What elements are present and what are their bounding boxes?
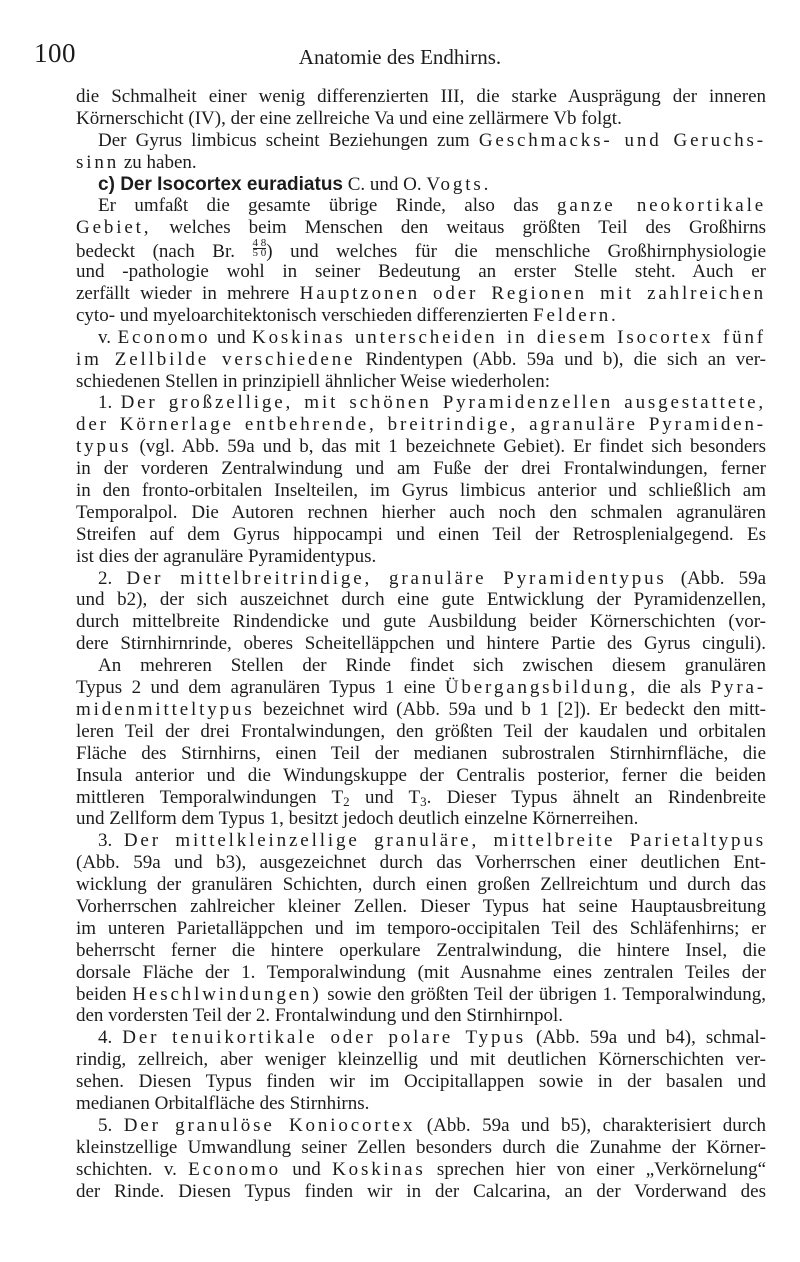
- text-line: 3. Der mittelkleinzellige granuläre, mittelbreite Parietaltypus: [98, 830, 766, 852]
- text-line: 4. Der tenuikortikale oder polare Typus (Abb. 59a und b4), schmal-: [98, 1027, 766, 1049]
- text-line: 2. Der mittelbreitrindige, granuläre Pyramidentypus (Abb. 59a: [98, 567, 767, 589]
- text-line: midenmitteltypus bezeichnet wird (Abb. 59a und b 1 [2]). Er bedeckt den mitt-: [76, 698, 766, 720]
- text-line: medianen Orbitalfläche des Stirnhirns.: [76, 1092, 370, 1114]
- text-line: und -pathologie wohl in seiner Bedeutung an erster Stelle steht. Auch er: [76, 261, 766, 283]
- text-line: typus (vgl. Abb. 59a und b, das mit 1 bezeichnete Gebiet). Er findet sich besonders: [76, 436, 766, 458]
- text-line: 1. Der großzellige, mit schönen Pyramidenzellen ausgestattete,: [98, 392, 767, 414]
- text-line: schiedenen Stellen in prinzipiell ähnlicher Weise wiederholen:: [76, 370, 551, 392]
- body-text: [76, 86, 766, 1202]
- text-line: Vorherrschen zahlreicher kleiner Zellen. Dieser Typus hat seine Hauptausbreitung: [76, 895, 766, 917]
- text-line: wicklung der granulären Schichten, durch einen großen Zellreichtum und durch das: [76, 874, 766, 896]
- text-line: die Schmalheit einer wenig differenzierten III, die starke Ausprägung der inneren: [76, 86, 766, 107]
- text-line: bedeckt (nach Br. $\frac{4 8}{5 0}$ ) und welches für die menschliche Großhirnphysiologie: [76, 237, 766, 263]
- text-line: dorsale Fläche der 1. Temporalwindung (mit Ausnahme eines zentralen Teiles der: [76, 961, 766, 983]
- text-line: durch mittelbreite Rindendicke und gute Ausbildung beider Körnerschichten (vor-: [76, 611, 766, 633]
- text-line: schichten. v. Economo und Koskinas sprechen hier von einer „Verkörnelung“: [76, 1158, 767, 1180]
- text-line: Streifen auf dem Gyrus hippocampi und einen Teil der Retrosplenialgegend. Es: [76, 523, 766, 545]
- text-line: beiden Heschlwindungen) sowie den größten Teil der übrigen 1. Temporalwindung,: [76, 983, 766, 1005]
- text-line: der Körnerlage entbehrende, breitrindige, agranuläre Pyramiden-: [76, 414, 766, 436]
- fraction: $\frac{4 8}{5 0}$: [252, 237, 267, 260]
- text-line: der Rinde. Diesen Typus finden wir in der Calcarina, an der Vorderwand des: [76, 1180, 766, 1202]
- text-line: Temporalpol. Die Autoren rechnen hierher auch noch den schmalen agranulären: [76, 501, 766, 523]
- text-line: sehen. Diesen Typus finden wir im Occipitallappen sowie in der basalen und: [76, 1071, 766, 1093]
- text-line: zerfällt wieder in mehrere Hauptzonen oder Regionen mit zahlreichen: [76, 283, 767, 305]
- section-heading: c) Der Isocortex euradiatus C. und O. Vogts.: [98, 173, 492, 195]
- running-title: Anatomie des Endhirns.: [298, 45, 502, 69]
- text-line: dere Stirnhirnrinde, oberes Scheitelläppchen und hintere Partie des Gyrus cinguli).: [76, 633, 766, 655]
- text-line: in den fronto-orbitalen Inselteilen, im Gyrus limbicus anterior und schließlich am: [76, 480, 766, 502]
- text-line: Er umfaßt die gesamte übrige Rinde, also das ganze neokortikale: [98, 195, 766, 217]
- text-line: ist dies der agranuläre Pyramidentypus.: [76, 545, 377, 567]
- text-line: im Zellbilde verschiedene Rindentypen (Abb. 59a und b), die sich an ver-: [76, 348, 767, 370]
- text-line: mittleren Temporalwindungen $T_2$ und $T_3$. Dieser Typus ähnelt an Rindenbreite: [76, 786, 766, 809]
- text-line: kleinstzellige Umwandlung seiner Zellen besonders durch die Zunahme der Körner-: [76, 1136, 766, 1158]
- text-line: rindig, zellreich, aber weniger kleinzellig und mit deutlichen Körnerschichten ver-: [76, 1049, 766, 1071]
- text-line: beherrscht ferner die hintere operkulare Zentralwindung, die hintere Insel, die: [76, 939, 766, 961]
- text-line: und Zellform dem Typus 1, besitzt jedoch deutlich einzelne Körnerreihen.: [76, 808, 639, 830]
- text-line: Typus 2 und dem agranulären Typus 1 eine Übergangsbildung, die als Pyra-: [76, 677, 766, 699]
- text-line: im unteren Parietalläppchen und im temporo-occipitalen Teil des Schläfenhirns; er: [76, 917, 766, 939]
- text-line: und b2), der sich auszeichnet durch eine gute Entwicklung der Pyramidenzellen,: [76, 589, 766, 611]
- text-line: Der Gyrus limbicus scheint Beziehungen zum Geschmacks- und Geruchs-: [98, 129, 766, 151]
- text-line: Fläche des Stirnhirns, einen Teil der medianen subrostralen Stirnhirnfläche, die: [76, 742, 766, 764]
- text-line: cyto- und myeloarchitektonisch verschieden differenzierten Feldern.: [76, 304, 619, 326]
- text-line: v. Economo und Koskinas unterscheiden in diesem Isocortex fünf: [98, 326, 766, 348]
- text-line: (Abb. 59a und b3), ausgezeichnet durch das Vorherrschen einer deutlichen Ent-: [76, 852, 766, 874]
- text-line: in der vorderen Zentralwindung und am Fuße der drei Frontalwindungen, ferner: [76, 458, 766, 480]
- text-line: sinn zu haben.: [76, 151, 197, 173]
- page-header: [0, 30, 800, 70]
- text-line: Gebiet, welches beim Menschen den weitaus größten Teil des Großhirns: [76, 217, 766, 239]
- page-number: 100: [34, 38, 76, 68]
- text-line: Körnerschicht (IV), der eine zellreiche Va und eine zellärmere Vb folgt.: [76, 107, 622, 129]
- text-line: 5. Der granulöse Koniocortex (Abb. 59a und b5), charakterisiert durch: [98, 1114, 766, 1136]
- text-line: An mehreren Stellen der Rinde findet sich zwischen diesem granulären: [98, 655, 766, 677]
- text-line: leren Teil der drei Frontalwindungen, den größten Teil der kaudalen und orbitalen: [76, 720, 766, 742]
- text-line: den vordersten Teil der 2. Frontalwindung und den Stirnhirnpol.: [76, 1005, 563, 1027]
- text-line: Insula anterior und die Windungskuppe der Centralis posterior, ferner die beiden: [76, 764, 766, 786]
